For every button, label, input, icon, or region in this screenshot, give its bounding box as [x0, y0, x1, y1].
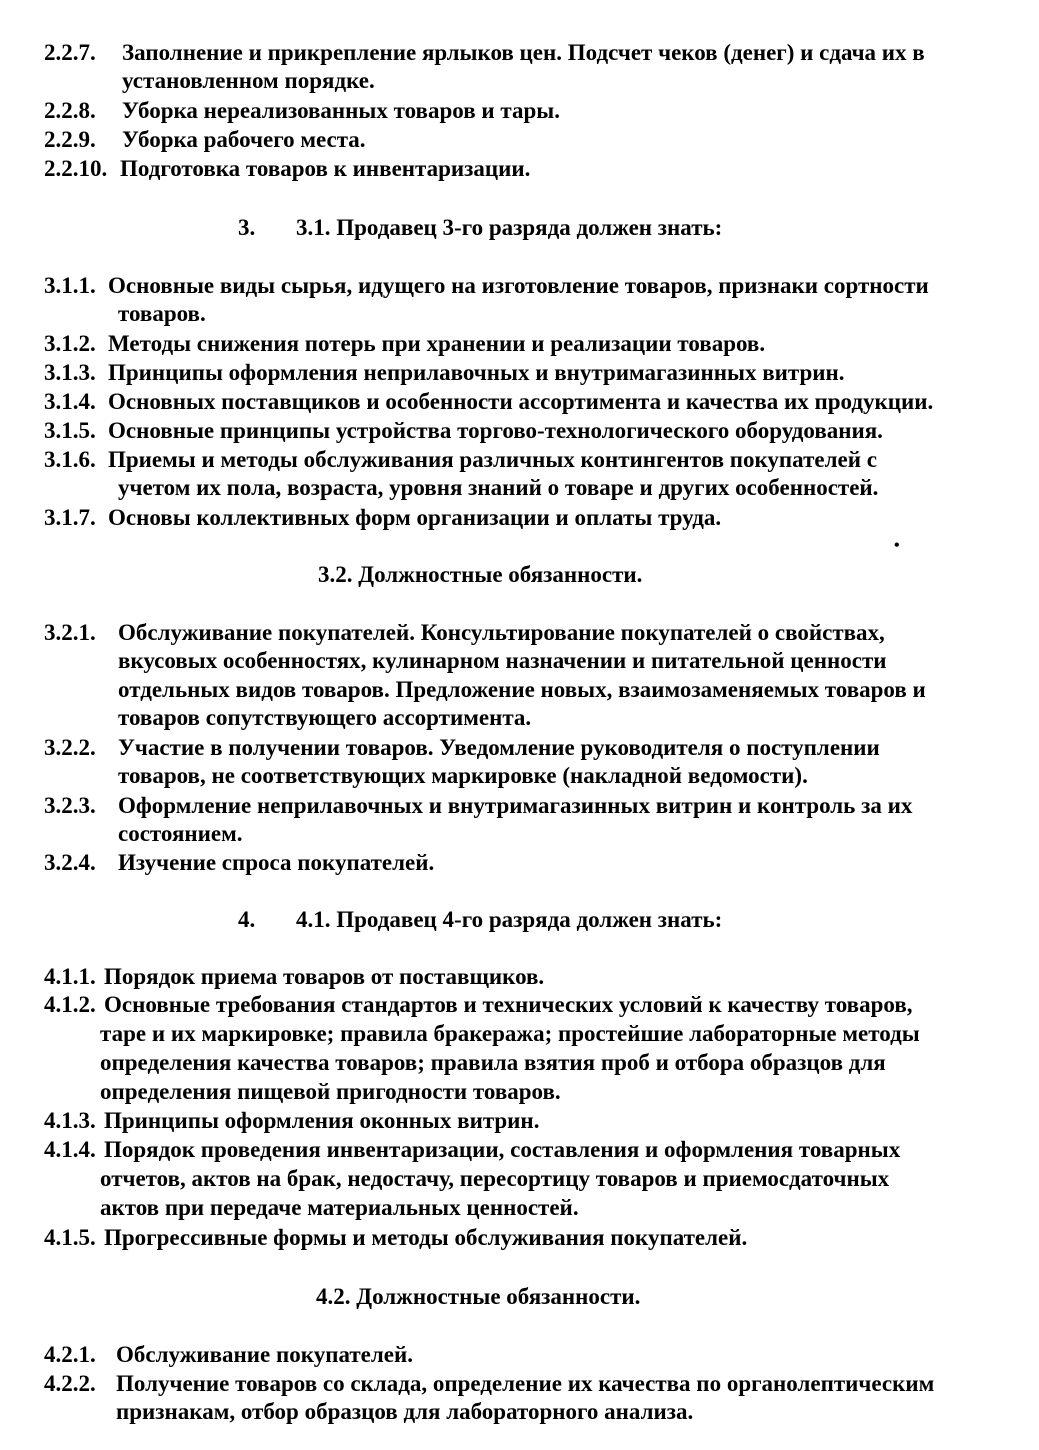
item-number: 4.1.4. — [44, 1137, 96, 1162]
list-item-text: Прогрессивные формы и методы обслуживания покупателей. — [104, 1225, 748, 1250]
list-item-text: Оформление неприлавочных и внутримагазинных витрин и контроль за их — [118, 793, 913, 818]
scan-speck: • — [894, 537, 900, 554]
item-number: 3.2.3. — [44, 793, 96, 818]
item-number: 3.1.2. — [44, 331, 96, 356]
section-number: 4. — [238, 907, 256, 932]
section-heading: 4.1. Продавец 4-го разряда должен знать: — [296, 907, 723, 932]
list-item-text: Принципы оформления неприлавочных и внутримагазинных витрин. — [108, 360, 845, 385]
item-number: 2.2.8. — [44, 98, 96, 123]
list-item-text: товаров сопутствующего ассортимента. — [118, 705, 532, 730]
item-number: 3.1.7. — [44, 505, 96, 530]
list-item-text: отдельных видов товаров. Предложение новых, взаимозаменяемых товаров и — [118, 677, 926, 702]
item-number: 4.1.5. — [44, 1225, 96, 1250]
item-number: 4.1.3. — [44, 1108, 96, 1133]
list-item-text: товаров. — [118, 301, 206, 326]
list-item-text: Методы снижения потерь при хранении и реализации товаров. — [108, 331, 766, 356]
list-item-text: Обслуживание покупателей. Консультирование покупателей о свойствах, — [118, 620, 885, 645]
item-number: 3.1.6. — [44, 447, 96, 472]
list-item-text: товаров, не соответствующих маркировке (накладной ведомости). — [118, 763, 808, 788]
section-heading: 3.1. Продавец 3-го разряда должен знать: — [296, 215, 723, 240]
item-number: 4.1.2. — [44, 992, 96, 1017]
item-number: 3.2.2. — [44, 735, 96, 760]
list-item-text: Порядок проведения инвентаризации, составления и оформления товарных — [104, 1137, 901, 1162]
item-number: 2.2.9. — [44, 127, 96, 152]
subsection-heading: 3.2. Должностные обязанности. — [318, 562, 643, 587]
list-item-text: Основных поставщиков и особенности ассортимента и качества их продукции. — [108, 389, 934, 414]
list-item-text: Основные принципы устройства торгово-технологического оборудования. — [108, 418, 883, 443]
item-number: 3.1.1. — [44, 273, 96, 298]
list-item-text: Заполнение и прикрепление ярлыков цен. Подсчет чеков (денег) и сдача их в — [122, 40, 925, 65]
list-item-text: Изучение спроса покупателей. — [118, 850, 435, 875]
item-number: 3.1.5. — [44, 418, 96, 443]
list-item-text: Основные требования стандартов и технических условий к качеству товаров, — [104, 992, 913, 1017]
list-item-text: состоянием. — [118, 821, 243, 846]
list-item-text: актов при передаче материальных ценностей. — [100, 1195, 579, 1220]
item-number: 3.2.4. — [44, 850, 96, 875]
section-number: 3. — [238, 215, 256, 240]
list-item-text: Получение товаров со склада, определение их качества по органолептическим — [116, 1371, 935, 1396]
item-number: 2.2.10. — [44, 156, 108, 181]
item-number: 2.2.7. — [44, 40, 96, 65]
list-item-text: установленном порядке. — [122, 68, 375, 93]
list-item-text: Подготовка товаров к инвентаризации. — [120, 156, 531, 181]
list-item-text: Обслуживание покупателей. — [116, 1342, 413, 1367]
list-item-text: Уборка нереализованных товаров и тары. — [122, 98, 560, 123]
item-number: 4.1.1. — [44, 964, 96, 989]
subsection-heading: 4.2. Должностные обязанности. — [316, 1284, 641, 1309]
list-item-text: Основы коллективных форм организации и оплаты труда. — [108, 505, 722, 530]
list-item-text: определения качества товаров; правила взятия проб и отбора образцов для — [100, 1050, 886, 1075]
item-number: 3.1.4. — [44, 389, 96, 414]
list-item-text: вкусовых особенностях, кулинарном назначении и питательной ценности — [118, 648, 887, 673]
list-item-text: Основные виды сырья, идущего на изготовление товаров, признаки сортности — [108, 273, 929, 298]
item-number: 4.2.2. — [44, 1371, 96, 1396]
list-item-text: признакам, отбор образцов для лабораторного анализа. — [116, 1399, 694, 1424]
list-item-text: отчетов, актов на брак, недостачу, пересортицу товаров и приемосдаточных — [100, 1166, 890, 1191]
item-number: 4.2.1. — [44, 1342, 96, 1367]
list-item-text: учетом их пола, возраста, уровня знаний о товаре и других особенностей. — [118, 475, 879, 500]
list-item-text: Уборка рабочего места. — [122, 127, 366, 152]
list-item-text: Участие в получении товаров. Уведомление руководителя о поступлении — [118, 735, 880, 760]
list-item-text: таре и их маркировке; правила бракеража; простейшие лабораторные методы — [100, 1021, 920, 1046]
list-item-text: Порядок приема товаров от поставщиков. — [104, 964, 545, 989]
item-number: 3.1.3. — [44, 360, 96, 385]
list-item-text: Приемы и методы обслуживания различных контингентов покупателей с — [108, 447, 877, 472]
list-item-text: определения пищевой пригодности товаров. — [100, 1079, 561, 1104]
item-number: 3.2.1. — [44, 620, 96, 645]
list-item-text: Принципы оформления оконных витрин. — [104, 1108, 540, 1133]
